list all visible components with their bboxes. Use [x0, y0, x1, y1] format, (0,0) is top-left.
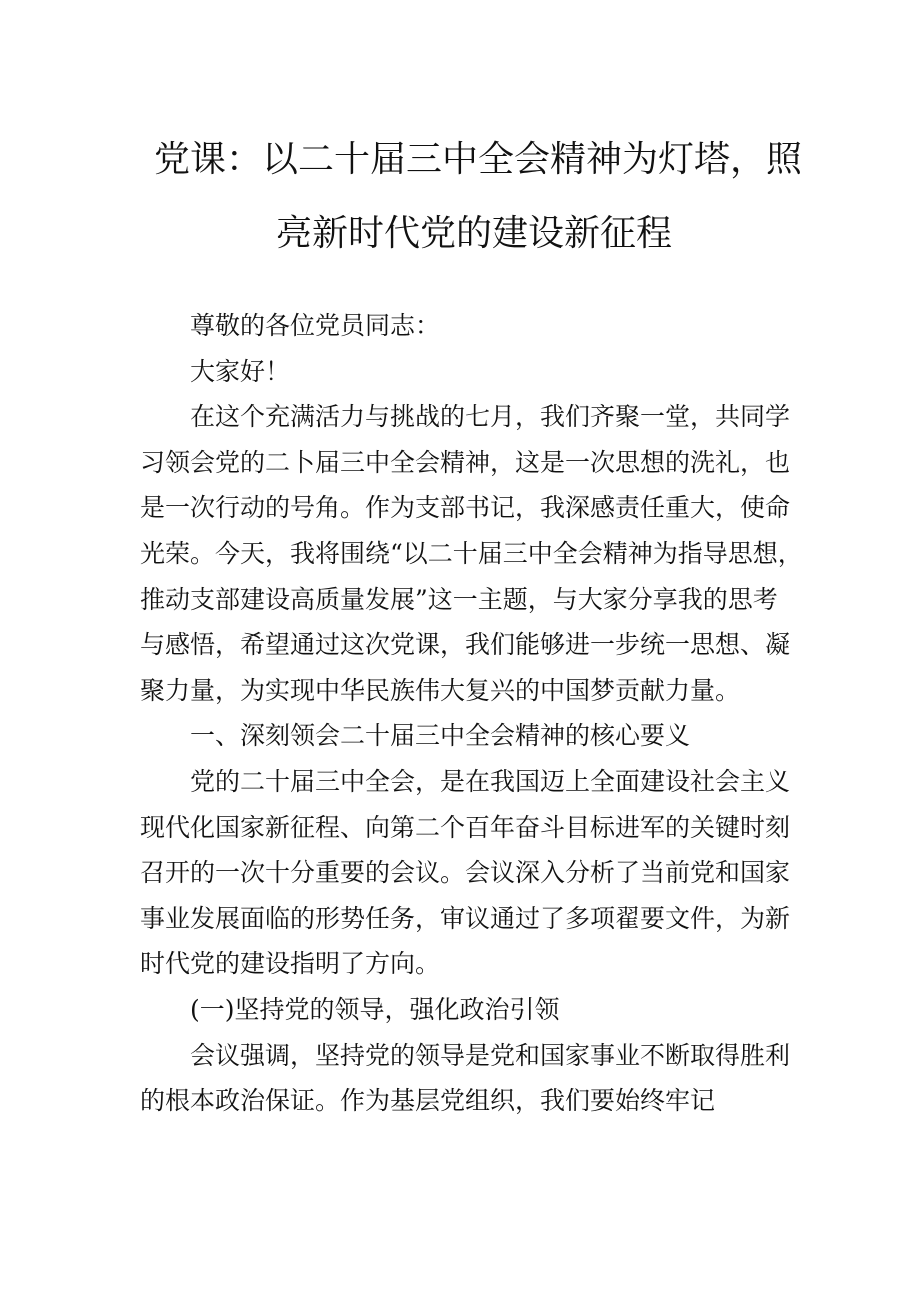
paragraph-line: 的根本政治保证。作为基层党组织，我们要始终牢记: [140, 1086, 716, 1116]
paragraph-line: 光荣。今天，我将围绕“以二十届三中全会精神为指导思想，: [140, 538, 803, 568]
greeting: 大家好！: [190, 356, 291, 386]
paragraph-line: 会议强调，坚持党的领导是党和国家事业不断取得胜利: [190, 1040, 791, 1070]
paragraph-line: 党的二十届三中全会，是在我国迈上全面建设社会主义: [190, 766, 791, 796]
paragraph-line: 在这个充满活力与挑战的七月，我们齐聚一堂，共同学: [190, 402, 791, 432]
paragraph-line: 现代化国家新征程、向第二个百年奋斗目标进军的关键时刻: [140, 812, 791, 842]
paragraph-line: 聚力量，为实现中华民族伟大复兴的中国梦贡献力量。: [140, 675, 741, 705]
subsection-heading: (一)坚持党的领导，强化政治引领: [190, 994, 560, 1024]
paragraph-line: 召开的一次十分重要的会议。会议深入分析了当前党和国家: [140, 858, 791, 888]
paragraph-line: 事业发展面临的形势任务，审议通过了多项翟要文件，为新: [140, 903, 791, 933]
paragraph-line: 时代党的建设指明了方向。: [140, 949, 441, 979]
salutation: 尊敬的各位党员同志：: [190, 311, 441, 340]
document-title-line-1: 党课：以二十届三中全会精神为灯塔，照: [154, 139, 803, 180]
document-title-line-2: 亮新时代党的建设新征程: [276, 213, 673, 254]
section-heading: 一、深刻领会二十届三中全会精神的核心要义: [190, 721, 691, 751]
paragraph-line: 推动支部建设高质量发展”这一主题，与大家分享我的思考: [140, 584, 778, 614]
paragraph-line: 习领会党的二卜届三中全会精神，这是一次思想的洗礼，也: [140, 447, 791, 477]
document-body: [140, 303, 803, 1124]
paragraph-line: 与感悟，希望通过这次党课，我们能够进一步统一思想、凝: [140, 630, 791, 660]
paragraph-line: 是一次行动的号角。作为支部书记，我深感责任重大，使命: [140, 493, 791, 523]
